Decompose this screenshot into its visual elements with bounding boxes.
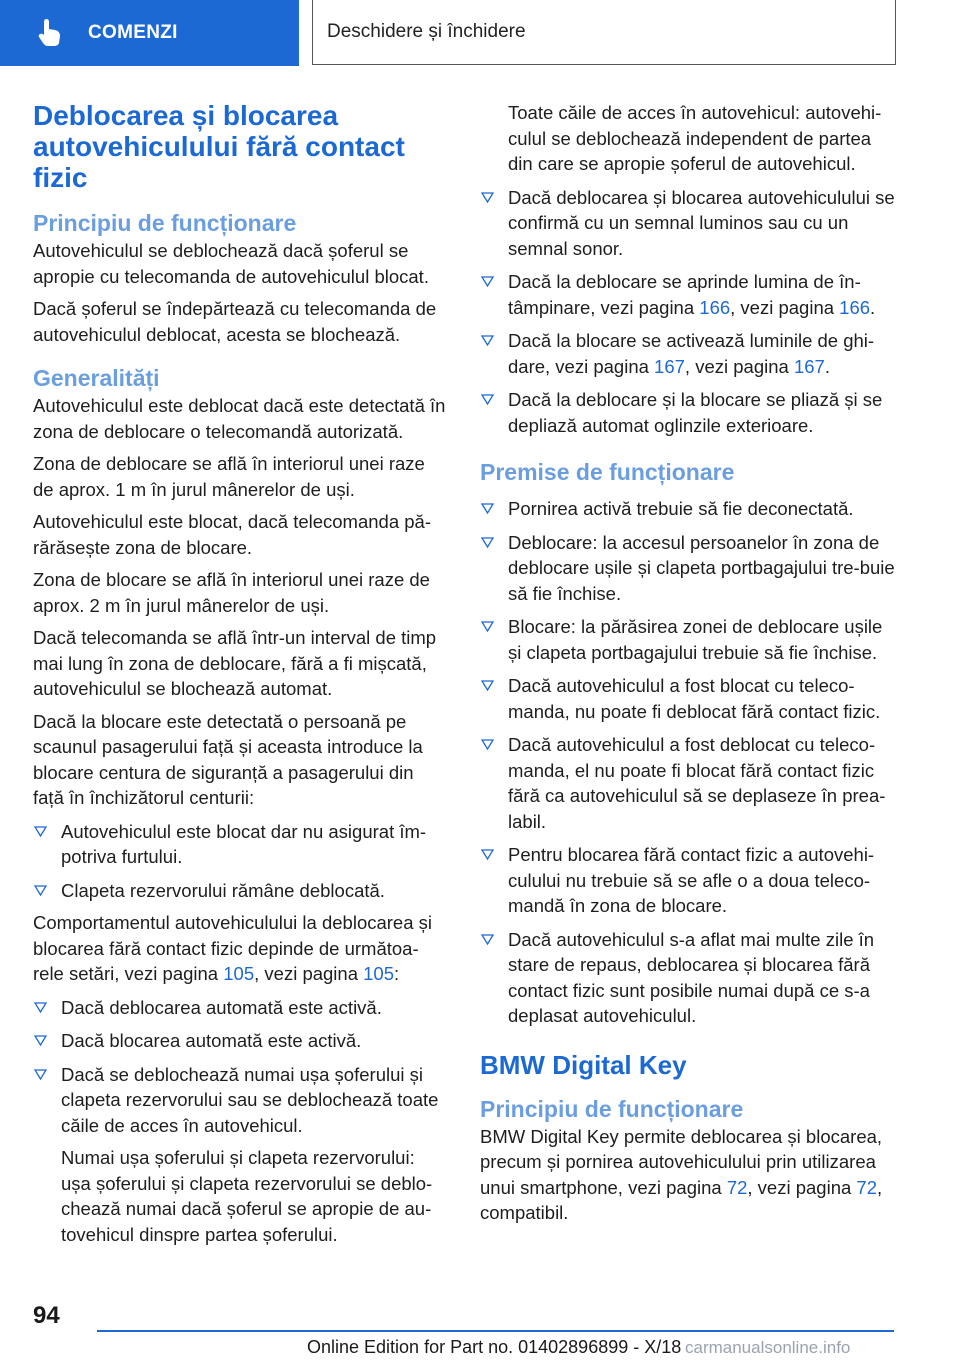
heading-generalitati: Generalități (33, 365, 160, 391)
edition-text: Online Edition for Part no. 01402896899 - X/18 (307, 1337, 682, 1357)
hand-pointer-icon (34, 16, 68, 50)
triangle-bullet-icon (481, 848, 494, 861)
triangle-bullet-icon (34, 1068, 47, 1081)
list-item: Deblocare: la accesul persoanelor în zona de deblocare ușile și clapeta portbagajului tre-buie să fie închise. (480, 530, 895, 607)
paragraph: Comportamentul autovehiculului la deblocarea și blocarea fără contact fizic depinde de următoa-rele setări, vezi pagina 105, vezi pagina 105: (33, 912, 433, 984)
left-column (33, 100, 448, 1247)
paragraph: Autovehiculul se deblochează dacă șoferul se apropie cu telecomanda de autovehiculul blocat. (33, 240, 429, 287)
heading-principiu: Principiu de funcționare (33, 210, 297, 236)
list-item: Blocare: la părăsirea zonei de deblocare ușile și clapeta portbagajului trebuie să fie închise. (480, 614, 895, 665)
page-link[interactable]: 105 (363, 963, 395, 984)
paragraph: Zona de blocare se află în interiorul unei raze de aprox. 2 m în jurul mânerelor de uși. (33, 569, 430, 616)
footer-divider (97, 1330, 894, 1332)
list-item: Dacă deblocarea și blocarea autovehiculului se confirmă cu un semnal luminos sau cu un semnal sonor. (480, 185, 895, 262)
triangle-bullet-icon (481, 536, 494, 549)
list-item: Dacă la deblocare și la blocare se pliază și se depliază automat oglinzile exterioare. (480, 387, 895, 438)
page-link[interactable]: 167 (793, 355, 825, 377)
section-header (312, 0, 896, 65)
list-item: Dacă autovehiculul a fost deblocat cu teleco-manda, el nu poate fi blocat fără contact fizic fără ca autovehiculul să se deplaseze în prea-labil. (480, 732, 895, 834)
page-number: 94 (33, 1302, 60, 1329)
bullet-list (33, 819, 448, 904)
bullet-list (480, 496, 895, 1029)
list-item: Autovehiculul este blocat dar nu asigurat îm-potriva furtului. (33, 819, 448, 870)
list-item: Dacă deblocarea automată este activă. (33, 995, 448, 1021)
bullet-list (33, 995, 448, 1139)
list-item: Clapeta rezervorului rămâne deblocată. (33, 878, 448, 904)
triangle-bullet-icon (34, 884, 47, 897)
triangle-bullet-icon (34, 1001, 47, 1014)
triangle-bullet-icon (481, 620, 494, 633)
list-item: Dacă la deblocare se aprinde lumina de în-tâmpinare, vezi pagina 166, vezi pagina 166. (480, 269, 895, 320)
triangle-bullet-icon (481, 738, 494, 751)
watermark: carmanualsonline.info (685, 1338, 851, 1357)
list-item: Pornirea activă trebuie să fie deconectată. (480, 496, 895, 522)
heading-bmw-digital-key: BMW Digital Key (480, 1049, 687, 1080)
list-item: Dacă autovehiculul s-a aflat mai multe zile în stare de repaus, deblocarea și blocarea fără contact fizic sunt posibile numai după ce s-a deplasat autovehiculul. (480, 927, 895, 1029)
page-link[interactable]: 72 (726, 1176, 748, 1198)
heading-principiu-digital-key: Principiu de funcționare (480, 1095, 744, 1122)
heading-premise: Premise de funcționare (480, 459, 735, 485)
triangle-bullet-icon (34, 825, 47, 838)
list-item: Dacă se deblochează numai ușa șoferului și clapeta rezervorului sau se deblochează toate căile de acces în autovehicul. (33, 1062, 448, 1139)
section-title: Deschidere și închidere (327, 21, 526, 42)
paragraph: Dacă la blocare este detectată o persoană pe scaunul pasagerului față și aceasta introduce la blocare centura de siguranță a pasagerului din față în închizătorul centurii: (33, 710, 423, 808)
list-item: Dacă la blocare se activează luminile de ghi-dare, vezi pagina 167, vezi pagina 167. (480, 328, 895, 379)
right-column (480, 100, 895, 1226)
page-link[interactable]: 167 (654, 355, 685, 377)
page-link[interactable]: 72 (856, 1176, 877, 1198)
paragraph: Autovehiculul este blocat, dacă telecomanda pă-rărăsește zona de blocare. (33, 511, 432, 558)
bullet-list (480, 185, 895, 439)
list-item: Dacă autovehiculul a fost blocat cu teleco-manda, nu poate fi deblocat fără contact fizic. (480, 673, 895, 724)
triangle-bullet-icon (34, 1034, 47, 1047)
chapter-tab-label: COMENZI (88, 22, 178, 43)
paragraph: Toate căile de acces în autovehicul: autovehi-culul se deblochează independent de partea din care se apropie șoferul de autovehicul. (508, 102, 882, 174)
page-link[interactable]: 166 (839, 296, 871, 318)
page-title: Deblocarea și blocarea autovehiculului fără contact fizic (33, 100, 405, 193)
triangle-bullet-icon (481, 933, 494, 946)
list-item: Pentru blocarea fără contact fizic a autovehi-culului nu trebuie să se afle o a doua teleco-mandă în zona de blocare. (480, 842, 895, 919)
triangle-bullet-icon (481, 275, 494, 288)
triangle-bullet-icon (481, 679, 494, 692)
triangle-bullet-icon (481, 502, 494, 515)
triangle-bullet-icon (481, 393, 494, 406)
list-item: Dacă blocarea automată este activă. (33, 1028, 448, 1054)
paragraph: Dacă șoferul se îndepărtează cu telecomanda de autovehiculul deblocat, acesta se blochează. (33, 298, 437, 345)
triangle-bullet-icon (481, 191, 494, 204)
page-link[interactable]: 105 (223, 963, 255, 984)
paragraph: Numai ușa șoferului și clapeta rezervorului: ușa șoferului și clapeta rezervorului se deblo-chează numai dacă șoferul se apropie de au-tovehicul dinspre partea șoferului. (61, 1147, 433, 1245)
paragraph: Dacă telecomanda se află într-un interval de timp mai lung în zona de deblocare, fără a fi mișcată, autovehiculul se blochează automat. (33, 627, 437, 699)
paragraph: BMW Digital Key permite deblocarea și blocarea, precum și pornirea autovehiculului prin utilizarea unui smartphone, vezi pagina 72, vezi pagina 72, compatibil. (480, 1125, 883, 1223)
triangle-bullet-icon (481, 334, 494, 347)
paragraph: Autovehiculul este deblocat dacă este detectată în zona de deblocare o telecomandă autorizată. (33, 395, 446, 442)
page-link[interactable]: 166 (699, 296, 731, 318)
chapter-tab[interactable] (0, 0, 299, 66)
paragraph: Zona de deblocare se află în interiorul unei raze de aprox. 1 m în jurul mânerelor de uși. (33, 453, 425, 500)
